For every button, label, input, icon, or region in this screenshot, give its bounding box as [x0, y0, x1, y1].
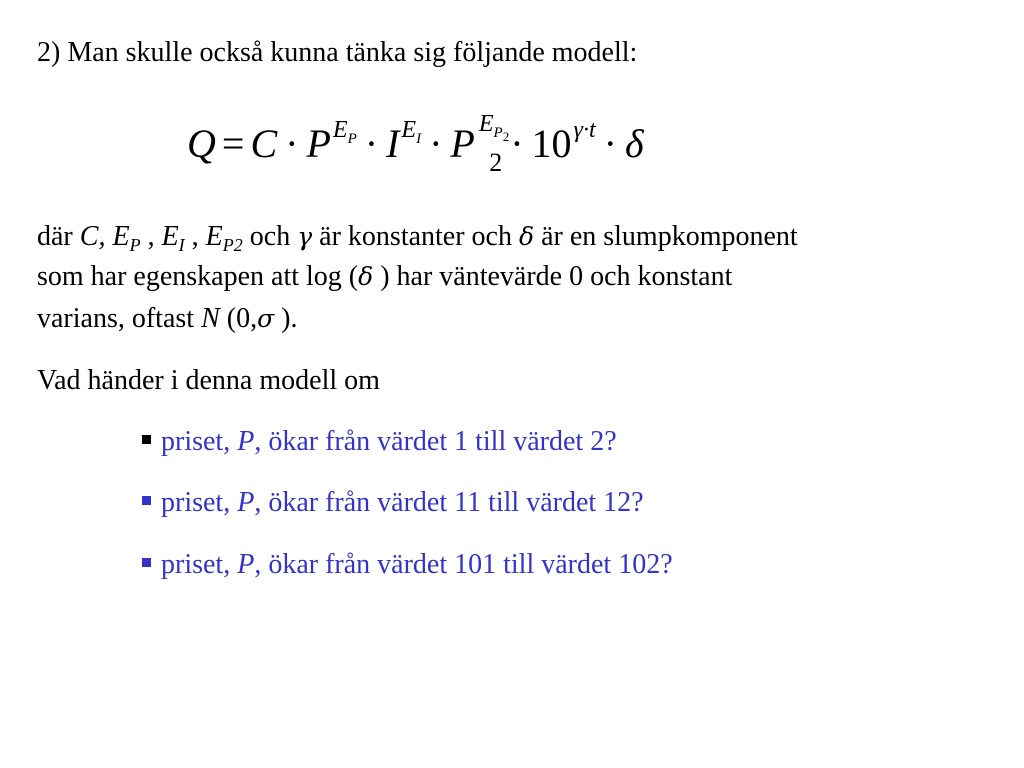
- formula-exp-EP2: $E_{P2}$: [478, 111, 510, 144]
- formula-P2-subscript: 2: [489, 148, 503, 177]
- formula-dot: ·: [510, 121, 524, 166]
- bullet-square-icon: [142, 435, 151, 444]
- list-item: priset, P, ökar från värdet 101 till värdet 102?: [142, 548, 673, 582]
- model-formula: [187, 111, 644, 190]
- formula-dot: ·: [364, 121, 379, 166]
- symbol-sigma: σ: [257, 304, 275, 333]
- bullet-square-icon: [142, 558, 151, 567]
- description-line-2: som har egenskapen att log (δ ) har väntevärde 0 och konstant: [37, 261, 733, 292]
- formula-ten: 10: [531, 121, 572, 166]
- description-line-1: där C, $E_P$ , $E_I$ , $E_{P2}$ och γ är konstanter och δ är en slumpkomponent: [37, 221, 798, 255]
- formula-exp-EP: $E_P$: [332, 117, 357, 147]
- symbol-EI: $E_I$: [161, 221, 185, 255]
- symbol-delta: δ: [358, 262, 374, 291]
- symbol-C: C,: [79, 221, 106, 252]
- intro-text: 2) Man skulle också kunna tänka sig följande modell:: [37, 37, 638, 68]
- description-line-3: varians, oftast N (0,σ ).: [37, 303, 298, 334]
- symbol-gamma: γ: [297, 222, 313, 251]
- symbol-EP2: $E_{P2}$: [205, 221, 243, 255]
- formula-dot: ·: [285, 121, 299, 166]
- formula-I: I: [386, 121, 400, 166]
- formula-dot: ·: [603, 121, 617, 166]
- list-item: priset, P, ökar från värdet 1 till värdet 2?: [142, 425, 617, 459]
- symbol-N: N: [201, 303, 220, 334]
- symbol-delta: δ: [519, 222, 535, 251]
- formula-Q: Q: [187, 121, 216, 166]
- formula-P2: P: [450, 121, 475, 166]
- bullet-square-icon: [142, 496, 151, 505]
- formula-exp-EI: $E_I$: [401, 117, 422, 147]
- formula-exp-gamma-t: γ·t: [573, 117, 596, 143]
- formula-C: C: [250, 121, 278, 166]
- formula-dot: ·: [429, 121, 443, 166]
- question-text: Vad händer i denna modell om: [37, 365, 380, 396]
- formula-P: P: [306, 121, 331, 166]
- formula-delta: δ: [624, 121, 644, 166]
- formula-equals: =: [221, 121, 245, 166]
- symbol-EP: $E_P$: [112, 221, 141, 255]
- list-item: priset, P, ökar från värdet 11 till värdet 12?: [142, 486, 644, 520]
